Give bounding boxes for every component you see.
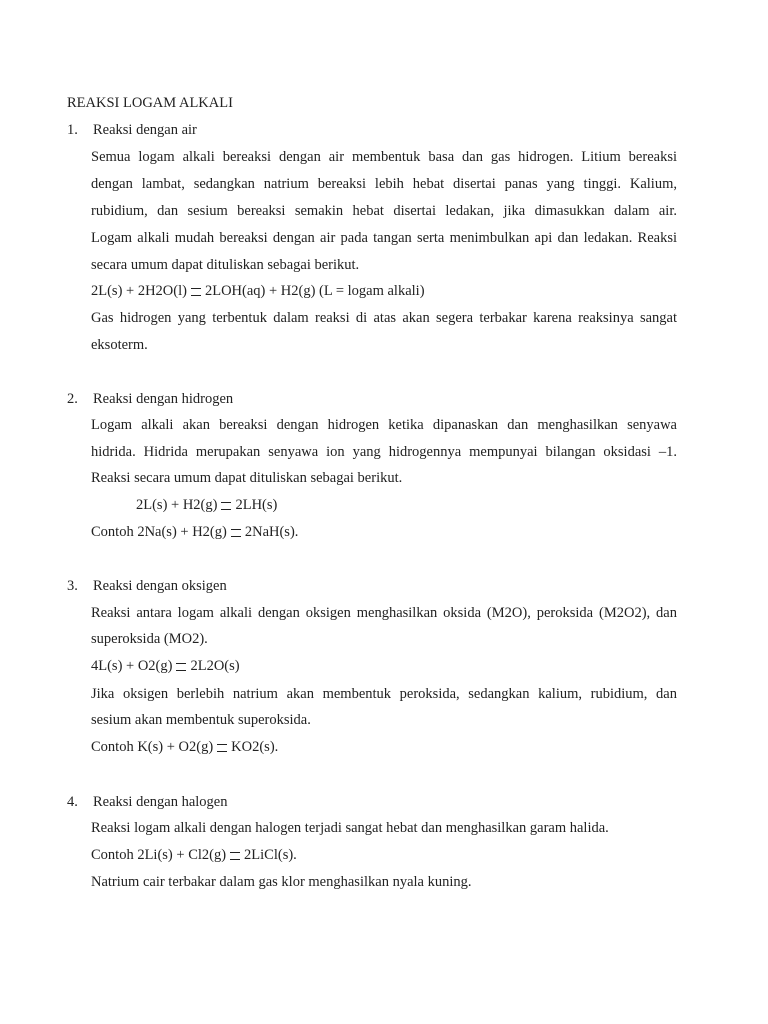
section-title: Reaksi dengan halogen [93,794,228,810]
paragraph-line: Logam alkali akan bereaksi dengan hidrogen ketika dipanaskan dan menghasilkan senyawa [91,417,677,433]
section-title: Reaksi dengan oksigen [93,578,227,594]
section-title: Reaksi dengan hidrogen [93,391,234,407]
products: KO2(s). [231,739,279,755]
reactants: 2L(s) + H2(g) [136,497,218,513]
example-equation [91,846,677,864]
paragraph-line: dengan lambat, sedangkan natrium bereaksi lebih hebat disertai panas yang tinggi. Kalium, [91,176,677,192]
products: 2LH(s) [235,497,278,513]
section-2-heading [67,390,233,408]
paragraph-line: Gas hidrogen yang terbentuk dalam reaksi di atas akan segera terbakar karena reaksinya sangat [91,310,677,326]
reactants: 2L(s) + 2H2O(l) [91,283,187,299]
section-number: 2. [67,391,78,407]
reactants: Contoh K(s) + O2(g) [91,739,214,755]
equilibrium-arrow-icon [217,744,227,752]
paragraph-line: rubidium, dan sesium bereaksi semakin hebat disertai ledakan, jika dimasukkan dalam air. [91,203,677,219]
reactants: Contoh 2Li(s) + Cl2(g) [91,847,227,863]
section-4-heading [67,793,228,811]
paragraph-line: Reaksi secara umum dapat dituliskan sebagai berikut. [91,470,403,486]
section-3-heading [67,577,227,595]
paragraph-line: sesium akan membentuk superoksida. [91,712,311,728]
paragraph-line: Natrium cair terbakar dalam gas klor menghasilkan nyala kuning. [91,874,472,890]
reactants: Contoh 2Na(s) + H2(g) [91,524,227,540]
section-number: 1. [67,122,78,138]
paragraph-line: hidrida. Hidrida merupakan senyawa ion yang hidrogennya mempunyai bilangan oksidasi –1. [91,444,677,460]
equilibrium-arrow-icon [221,502,231,510]
example-equation [91,523,677,541]
equilibrium-arrow-icon [230,852,240,860]
paragraph-line: superoksida (MO2). [91,631,208,647]
reaction-equation [91,657,677,675]
equilibrium-arrow-icon [176,663,186,671]
reaction-equation [91,282,677,300]
equilibrium-arrow-icon [231,529,241,537]
equilibrium-arrow-icon [191,288,201,296]
section-number: 3. [67,578,78,594]
products: 2LiCl(s). [244,847,297,863]
products: 2LOH(aq) + H2(g) (L = logam alkali) [204,283,425,299]
paragraph-line: Reaksi logam alkali dengan halogen terjadi sangat hebat dan menghasilkan garam halida. [91,820,609,836]
products: 2L2O(s) [190,658,240,674]
paragraph-line: Jika oksigen berlebih natrium akan membentuk peroksida, sedangkan kalium, rubidium, dan [91,686,677,702]
document-title: REAKSI LOGAM ALKALI [67,95,233,111]
paragraph-line: secara umum dapat dituliskan sebagai berikut. [91,257,360,273]
products: 2NaH(s). [244,524,299,540]
paragraph-line: Semua logam alkali bereaksi dengan air membentuk basa dan gas hidrogen. Litium bereaksi [91,149,677,165]
section-title: Reaksi dengan air [93,122,197,138]
section-number: 4. [67,794,78,810]
paragraph-line: Reaksi antara logam alkali dengan oksigen menghasilkan oksida (M2O), peroksida (M2O2), dan [91,605,677,621]
section-1-heading [67,121,197,139]
paragraph-line: Logam alkali mudah bereaksi dengan air pada tangan serta menimbulkan api dan ledakan. Reaksi [91,230,677,246]
paragraph-line: eksoterm. [91,337,148,353]
example-equation [91,738,677,756]
reaction-equation [136,496,722,514]
reactants: 4L(s) + O2(g) [91,658,173,674]
